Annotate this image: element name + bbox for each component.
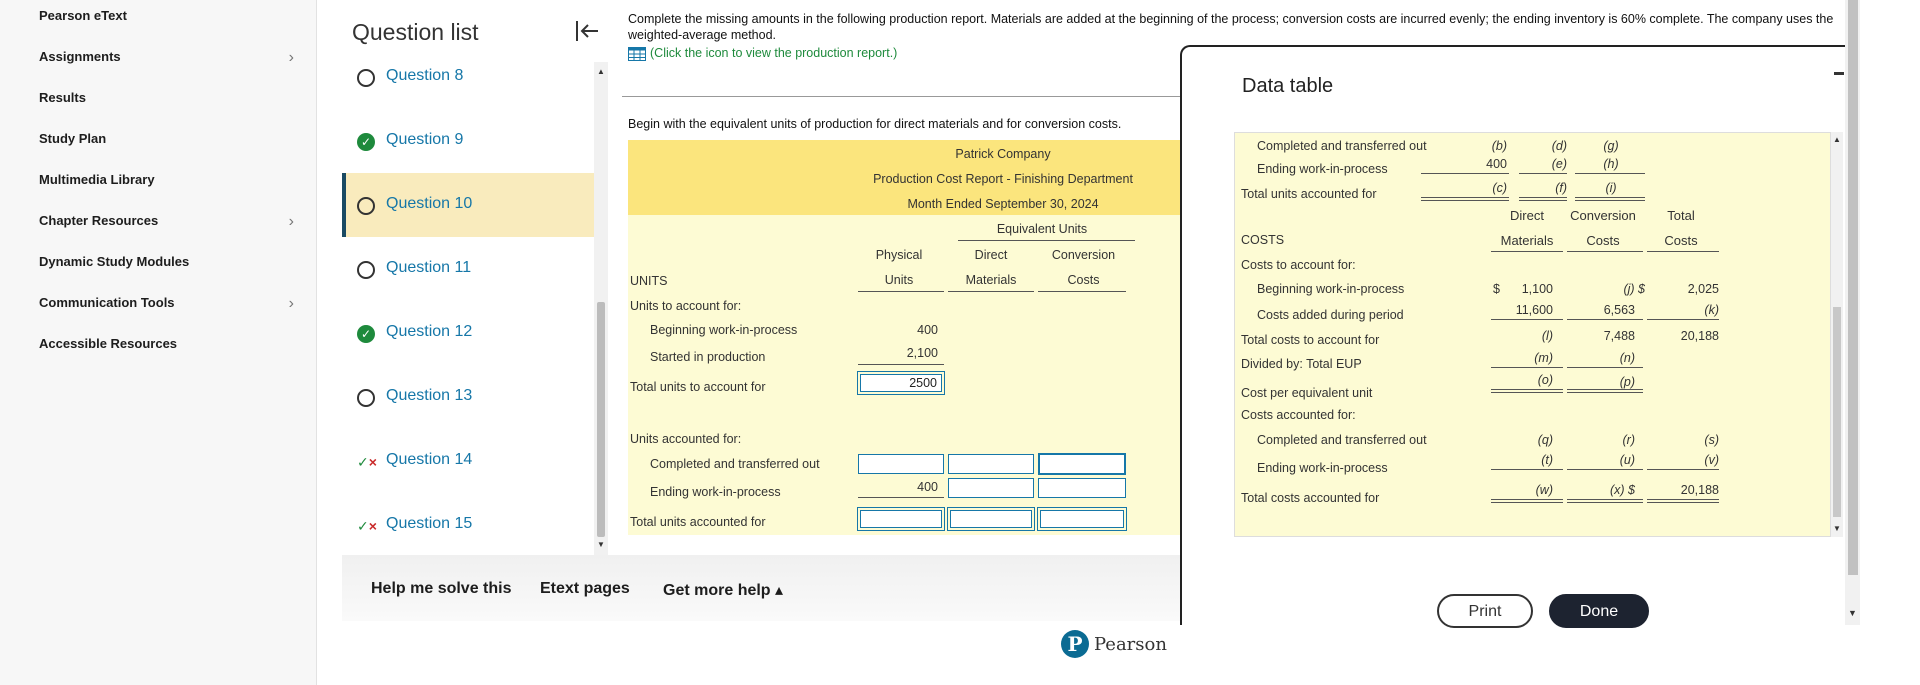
dt-costs-to-account-label: Costs to account for: [1241, 258, 1356, 272]
dt-cell-b: (b) [1491, 139, 1507, 153]
nav-label: Dynamic Study Modules [39, 254, 190, 269]
question-list-panel [342, 0, 594, 555]
dt-added-cc: 6,563 [1603, 303, 1635, 317]
scroll-up-arrow-icon[interactable]: ▲ [597, 67, 605, 76]
data-table-scrollbar[interactable] [1831, 132, 1843, 537]
dt-costs-accounted-label: Costs accounted for: [1241, 408, 1356, 422]
chevron-right-icon: › [288, 213, 294, 230]
completed-dm-input[interactable] [948, 454, 1034, 474]
dt-cell-d: (d) [1551, 139, 1567, 153]
dt-completed-label: Completed and transferred out [1257, 139, 1427, 153]
question-item-11[interactable] [342, 237, 594, 301]
started-units: 2,100 [906, 346, 938, 360]
nav-label: Chapter Resources [39, 213, 159, 228]
scrollbar-thumb[interactable] [1833, 307, 1841, 517]
dt-cell-k: (k) [1704, 303, 1719, 317]
dt-cell-s: (s) [1704, 433, 1719, 447]
dt-ending-label: Ending work-in-process [1257, 162, 1388, 176]
dt-tta-cc: 7,488 [1603, 329, 1635, 343]
rule [1567, 469, 1643, 470]
nav-label: Multimedia Library [39, 172, 155, 187]
dt-cell-f: (f) [1555, 181, 1567, 195]
double-rule [1491, 499, 1563, 503]
done-button[interactable]: Done [1549, 594, 1649, 628]
question-label: Question 13 [386, 387, 473, 404]
equivalent-units-header: Equivalent Units [996, 222, 1088, 236]
total-units-to-account-input[interactable] [860, 374, 942, 392]
nav-item-pearson-etext[interactable] [39, 8, 309, 32]
dt-cell-w: (w) [1535, 483, 1553, 497]
dt-cell-n: (n) [1619, 351, 1635, 365]
rule [1575, 173, 1645, 174]
dt-header-dm-2: Materials [1500, 233, 1554, 248]
rule [1647, 251, 1719, 252]
dt-header-dm-1: Direct [1510, 208, 1544, 223]
dt-cpeu-label: Cost per equivalent unit [1241, 386, 1373, 400]
partially-correct-icon: ✓× [357, 454, 377, 470]
question-label: Question 9 [386, 131, 464, 148]
dt-cell-o: (o) [1537, 373, 1553, 387]
dt-completed-cost-label: Completed and transferred out [1257, 433, 1427, 447]
rule [858, 364, 944, 365]
dt-header-tc-2: Costs [1664, 233, 1698, 248]
double-rule [1421, 197, 1509, 201]
correct-check-icon: ✓ [357, 133, 375, 151]
dt-cell-e: (e) [1551, 157, 1567, 171]
etext-pages-button[interactable]: Etext pages [540, 580, 630, 597]
scroll-up-arrow-icon[interactable]: ▲ [1833, 135, 1841, 144]
dt-ending-cost-label: Ending work-in-process [1257, 461, 1388, 475]
view-report-link-text: (Click the icon to view the production report.) [650, 46, 898, 60]
nav-label: Assignments [39, 49, 121, 64]
rule [1491, 367, 1563, 368]
dt-beg-dm: 1,100 [1521, 282, 1553, 296]
question-item-10[interactable] [342, 173, 594, 237]
dt-cell-x: (x) $ [1610, 483, 1635, 497]
rule [1491, 251, 1563, 252]
started-label: Started in production [650, 350, 766, 364]
dt-ending-units: 400 [1486, 157, 1507, 171]
dt-tta-tc: 20,188 [1680, 329, 1719, 343]
ending-wip-label: Ending work-in-process [650, 485, 781, 499]
dt-cell-j: (j) $ [1623, 282, 1645, 296]
question-list-scrollbar[interactable] [594, 62, 608, 555]
partially-correct-icon: ✓× [357, 518, 377, 534]
report-title: Production Cost Report - Finishing Department [873, 172, 1133, 186]
scroll-down-arrow-icon[interactable]: ▼ [1833, 524, 1841, 533]
question-label: Question 8 [386, 67, 464, 84]
question-label: Question 11 [386, 259, 472, 276]
report-period: Month Ended September 30, 2024 [907, 197, 1099, 211]
question-label: Question 10 [386, 195, 473, 212]
double-rule [1519, 197, 1567, 201]
collapse-panel-icon[interactable] [574, 18, 600, 44]
dt-header-tc-1: Total [1667, 208, 1695, 223]
nav-item-multimedia-library[interactable] [39, 172, 309, 196]
dt-header-cc-2: Costs [1586, 233, 1620, 248]
rule [1421, 173, 1509, 174]
col-dm-1: Direct [974, 248, 1008, 262]
rule [1567, 251, 1643, 252]
dt-cell-h: (h) [1603, 157, 1619, 171]
unanswered-circle-icon [357, 69, 375, 87]
dt-cell-p: (p) [1619, 375, 1635, 389]
page-scrollbar[interactable] [1845, 0, 1860, 625]
col-physical-1: Physical [875, 248, 923, 262]
rule [1038, 291, 1126, 292]
question-item-13[interactable] [342, 365, 594, 429]
dt-total-costs-to-account-label: Total costs to account for [1241, 333, 1380, 347]
nav-label: Communication Tools [39, 295, 175, 310]
question-item-12[interactable] [342, 301, 594, 365]
dt-added-dm: 11,600 [1515, 303, 1553, 317]
scrollbar-thumb[interactable] [597, 302, 605, 537]
nav-item-results[interactable] [39, 90, 309, 114]
instruction-text: Begin with the equivalent units of production for direct materials and for conversion costs. [628, 117, 1122, 131]
rule [858, 291, 944, 292]
beg-wip-label: Beginning work-in-process [650, 323, 798, 337]
dt-cell-g: (g) [1603, 139, 1619, 153]
production-report [628, 140, 1182, 535]
col-cc-1: Conversion [1051, 248, 1116, 262]
total-units-accounted-label: Total units accounted for [630, 515, 766, 529]
question-item-8[interactable] [342, 45, 594, 109]
question-item-9[interactable] [342, 109, 594, 173]
dt-cell-q: (q) [1537, 433, 1553, 447]
dt-cell-i: (i) [1605, 181, 1617, 195]
scrollbar-thumb[interactable] [1848, 0, 1858, 575]
double-rule [1647, 499, 1719, 503]
minimize-icon[interactable] [1834, 72, 1844, 75]
nav-label: Results [39, 90, 86, 105]
input-value: 2500 [909, 376, 937, 390]
question-label: Question 12 [386, 323, 473, 340]
dt-cell-u: (u) [1619, 453, 1635, 467]
report-company: Patrick Company [955, 147, 1051, 161]
total-units-to-account-label: Total units to account for [630, 380, 766, 394]
nav-item-study-plan[interactable] [39, 131, 309, 155]
problem-area [622, 0, 1182, 555]
units-label: UNITS [630, 274, 668, 288]
rule [948, 291, 1034, 292]
unanswered-circle-icon [357, 261, 375, 279]
dt-beg-wip-label: Beginning work-in-process [1257, 282, 1405, 296]
question-item-15[interactable] [342, 493, 594, 557]
units-accounted-for-label: Units accounted for: [630, 432, 742, 446]
correct-check-icon: ✓ [357, 325, 375, 343]
dt-header-cc-1: Conversion [1570, 208, 1636, 223]
question-list-title: Question list [352, 19, 479, 45]
dt-divided-label: Divided by: Total EUP [1241, 357, 1362, 371]
question-item-14[interactable] [342, 429, 594, 493]
rule [1491, 319, 1563, 320]
get-more-help-button[interactable]: Get more help ▴ [663, 582, 784, 599]
rule [1567, 367, 1643, 368]
chevron-right-icon: › [288, 295, 294, 312]
total-units-accounted-physical-input[interactable] [860, 510, 942, 528]
dt-costs-label: COSTS [1241, 233, 1285, 247]
rule [1647, 319, 1719, 320]
ending-wip-units: 400 [917, 480, 938, 494]
question-label: Question 15 [386, 515, 473, 532]
dt-dollar-sign: $ [1493, 282, 1500, 296]
double-rule [1491, 389, 1563, 393]
dialog-title: Data table [1242, 75, 1334, 97]
divider [622, 96, 1182, 97]
dt-cell-l: (l) [1541, 329, 1553, 343]
dt-cell-r: (r) [1622, 433, 1635, 447]
rule [958, 240, 1135, 241]
question-text: Complete the missing amounts in the following production report. Materials are added at the beginning of the process; conversion costs are incurred evenly; the ending inventory is 60% complete. The company uses the weighted-average method. [628, 12, 1834, 42]
help-me-solve-this-button[interactable]: Help me solve this [371, 580, 512, 597]
rule [1491, 469, 1563, 470]
dt-added-label: Costs added during period [1257, 308, 1404, 322]
print-button[interactable]: Print [1437, 594, 1533, 628]
dt-tca-tc: 20,188 [1680, 483, 1719, 497]
nav-label: Accessible Resources [39, 336, 178, 351]
pearson-wordmark: Pearson [1094, 634, 1167, 655]
dt-total-costs-accounted-label: Total costs accounted for [1241, 491, 1380, 505]
dt-total-units-label: Total units accounted for [1241, 187, 1377, 201]
beg-wip-units: 400 [917, 323, 938, 337]
total-units-accounted-dm-input[interactable] [950, 510, 1032, 528]
double-rule [1567, 499, 1643, 503]
col-dm-2: Materials [965, 273, 1017, 287]
nav-label: Study Plan [39, 131, 107, 146]
total-units-accounted-cc-input[interactable] [1040, 510, 1124, 528]
scroll-down-arrow-icon[interactable]: ▼ [597, 540, 605, 549]
col-cc-2: Costs [1067, 273, 1100, 287]
double-rule [1575, 197, 1645, 201]
unanswered-circle-icon [357, 197, 375, 215]
nav-item-dynamic-study-modules[interactable] [39, 254, 309, 278]
completed-label: Completed and transferred out [650, 457, 820, 471]
completed-physical-input[interactable] [858, 454, 944, 474]
nav-item-chapter-resources[interactable] [39, 213, 309, 237]
dt-cell-t: (t) [1541, 453, 1553, 467]
dt-cell-m: (m) [1534, 351, 1553, 365]
rule [858, 497, 944, 498]
nav-item-accessible-resources[interactable] [39, 336, 309, 360]
rule [1567, 319, 1643, 320]
rule [1647, 469, 1719, 470]
question-label: Question 14 [386, 451, 473, 468]
nav-item-assignments[interactable] [39, 49, 309, 73]
help-bar [342, 555, 1180, 621]
ending-wip-cc-input[interactable] [1038, 478, 1126, 498]
scroll-down-arrow-icon[interactable]: ▼ [1848, 608, 1857, 618]
units-to-account-label: Units to account for: [630, 299, 742, 313]
data-table [1234, 132, 1831, 537]
dt-beg-tc: 2,025 [1687, 282, 1719, 296]
nav-item-communication-tools[interactable] [39, 295, 309, 319]
data-table-dialog [1180, 45, 1845, 625]
completed-cc-input[interactable] [1038, 453, 1126, 475]
chevron-right-icon: › [288, 49, 294, 66]
pearson-p-icon: P [1061, 630, 1089, 658]
left-navigation [0, 0, 317, 685]
double-rule [1567, 389, 1643, 393]
unanswered-circle-icon [357, 389, 375, 407]
rule [1519, 173, 1567, 174]
nav-label: Pearson eText [39, 8, 127, 23]
col-physical-2: Units [884, 273, 914, 287]
ending-wip-dm-input[interactable] [948, 478, 1034, 498]
dt-cell-v: (v) [1704, 453, 1719, 467]
dt-cell-c: (c) [1492, 181, 1507, 195]
